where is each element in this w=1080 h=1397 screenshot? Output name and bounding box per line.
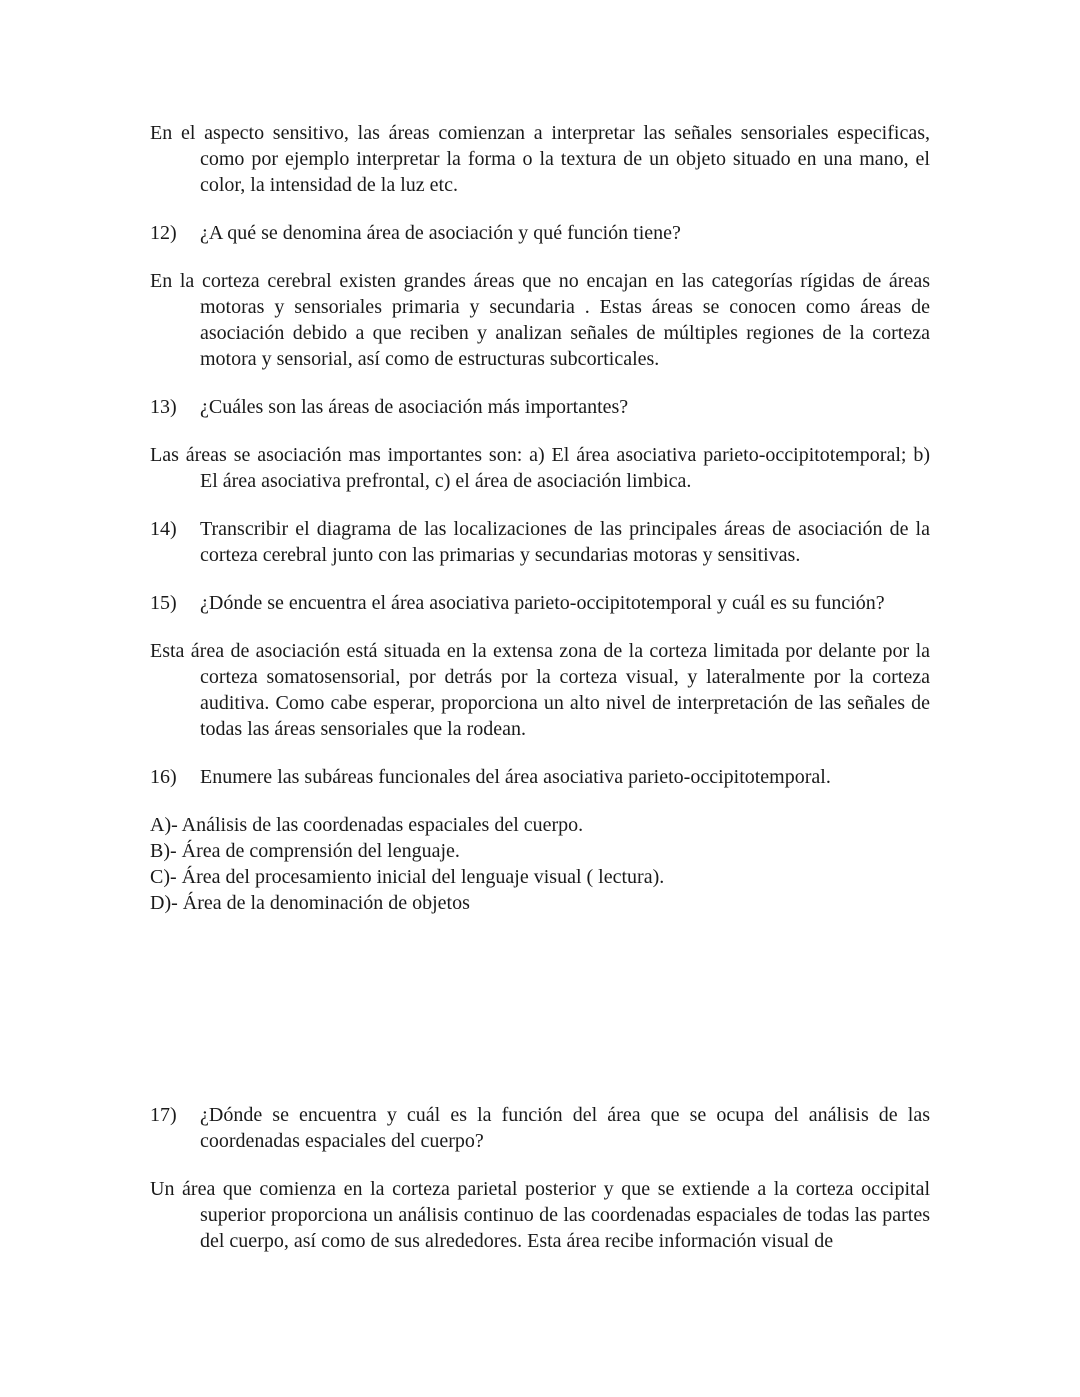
- list-item: A)- Análisis de las coordenadas espaciales del cuerpo.: [150, 814, 584, 836]
- answer-paragraph: Las áreas se asociación mas importantes son: a) El área asociativa parieto-occipitotemporal; b) El área asociativa prefrontal, c) el área de asociación limbica.: [150, 444, 930, 492]
- question-item-12: [150, 220, 930, 246]
- list-item: D)- Área de la denominación de objetos: [150, 892, 470, 914]
- question-number: 13): [150, 396, 177, 418]
- question-item-13: [150, 394, 930, 420]
- question-number: 12): [150, 222, 177, 244]
- question-number: 14): [150, 518, 177, 540]
- question-text: ¿Cuáles son las áreas de asociación más importantes?: [200, 396, 629, 418]
- answer-paragraph: En la corteza cerebral existen grandes áreas que no encajan en las categorías rígidas de áreas motoras y sensoriales primaria y secundaria . Estas áreas se conocen como áreas de asociación debido a que reciben y analizan señales de múltiples regiones de la corteza motora y sensorial, así como de estructuras subcorticales.: [150, 270, 930, 370]
- question-text: Enumere las subáreas funcionales del área asociativa parieto-occipitotemporal.: [200, 766, 831, 788]
- question-item-14: [150, 516, 930, 568]
- question-number: 17): [150, 1104, 177, 1126]
- list-item: C)- Área del procesamiento inicial del lenguaje visual ( lectura).: [150, 866, 665, 888]
- question-text: ¿Dónde se encuentra el área asociativa parieto-occipitotemporal y cuál es su función?: [200, 592, 885, 614]
- question-item-15: [150, 590, 930, 616]
- question-number: 15): [150, 592, 177, 614]
- question-text: Transcribir el diagrama de las localizaciones de las principales áreas de asociación de la corteza cerebral junto con las primarias y secundarias motoras y sensitivas.: [200, 518, 930, 566]
- list-item: B)- Área de comprensión del lenguaje.: [150, 840, 460, 862]
- answer-list: [150, 812, 930, 916]
- question-text: ¿A qué se denomina área de asociación y qué función tiene?: [200, 222, 681, 244]
- question-item-16: [150, 764, 930, 790]
- question-number: 16): [150, 766, 177, 788]
- answer-paragraph: Esta área de asociación está situada en la extensa zona de la corteza limitada por delante por la corteza somatosensorial, por detrás por la corteza visual, y lateralmente por la corteza auditiva. Como cabe esperar, proporciona un alto nivel de interpretación de las señales de todas las áreas sensoriales que la rodean.: [150, 640, 930, 740]
- blank-gap: [150, 938, 930, 1102]
- answer-paragraph: En el aspecto sensitivo, las áreas comienzan a interpretar las señales sensoriales especificas, como por ejemplo interpretar la forma o la textura de un objeto situado en una mano, el color, la intensidad de la luz etc.: [150, 122, 930, 196]
- question-text: ¿Dónde se encuentra y cuál es la función del área que se ocupa del análisis de las coordenadas espaciales del cuerpo?: [200, 1104, 930, 1152]
- answer-paragraph: Un área que comienza en la corteza parietal posterior y que se extiende a la corteza occipital superior proporciona un análisis continuo de las coordenadas espaciales de todas las partes del cuerpo, así como de sus alrededores. Esta área recibe información visual de: [150, 1178, 930, 1252]
- question-item-17: [150, 1102, 930, 1154]
